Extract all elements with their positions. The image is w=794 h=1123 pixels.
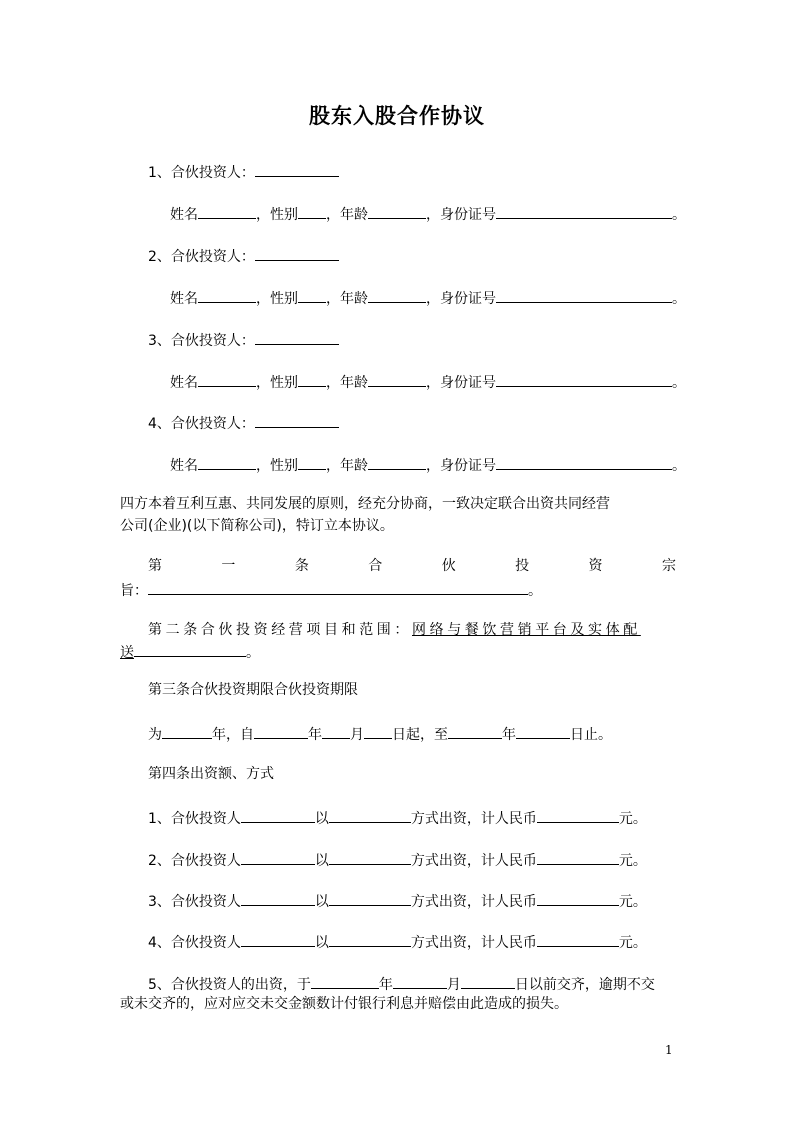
method-blank bbox=[329, 889, 411, 906]
term-years-blank bbox=[162, 722, 212, 739]
id-label: ，身份证号 bbox=[426, 458, 496, 474]
contributor-blank bbox=[241, 930, 315, 947]
contribution-2 bbox=[148, 848, 647, 871]
article-4-title: 第四条出资额、方式 bbox=[148, 766, 274, 782]
method-label: 方式出资，计人民币 bbox=[410, 811, 537, 827]
scope-blank bbox=[134, 640, 246, 657]
id-label: ，身份证号 bbox=[426, 207, 496, 223]
gender-label: ，性别 bbox=[256, 458, 298, 474]
article-3-title: 第三条合伙投资期限合伙投资期限 bbox=[148, 682, 358, 698]
contributor-blank bbox=[241, 889, 315, 906]
clause-5-line-1 bbox=[148, 972, 655, 995]
start-day-label: 日起，至 bbox=[392, 727, 448, 743]
yuan-label: 元。 bbox=[618, 811, 647, 827]
term-wei: 为 bbox=[148, 727, 162, 743]
article-2-prefix: 第二条合伙投资经营项目和范围： bbox=[148, 622, 412, 638]
end-day-blank bbox=[516, 722, 570, 739]
intro-line-2: 公司(企业)(以下简称公司)，特订立本协议。 bbox=[120, 518, 394, 534]
gender-label: ，性别 bbox=[256, 291, 298, 307]
article-1-char: 投 bbox=[515, 558, 530, 574]
id-label: ，身份证号 bbox=[426, 375, 496, 391]
clause-5-day-blank bbox=[461, 972, 515, 989]
gender-blank bbox=[298, 370, 326, 387]
document-title: 股东入股合作协议 bbox=[309, 104, 485, 128]
term-end-label: 日止。 bbox=[570, 727, 612, 743]
id-blank bbox=[496, 370, 672, 387]
article-2-cont-line bbox=[120, 640, 260, 663]
contribution-4 bbox=[148, 930, 647, 953]
contribution-label: 3、合伙投资人 bbox=[148, 894, 241, 910]
yuan-label: 元。 bbox=[618, 935, 647, 951]
line-end: 。 bbox=[672, 375, 686, 391]
partner-2-label: 2、合伙投资人： bbox=[148, 249, 255, 265]
line-end: 。 bbox=[672, 458, 686, 474]
contribution-label: 1、合伙投资人 bbox=[148, 811, 241, 827]
clause-5-month: 月 bbox=[446, 977, 461, 993]
age-blank bbox=[368, 370, 426, 387]
id-blank bbox=[496, 453, 672, 470]
article-2-end: 。 bbox=[246, 645, 260, 661]
gender-label: ，性别 bbox=[256, 207, 298, 223]
page-number: 1 bbox=[665, 1043, 673, 1057]
clause-5-year: 年 bbox=[378, 977, 393, 993]
name-label: 姓名 bbox=[170, 458, 198, 474]
start-month-blank bbox=[322, 722, 350, 739]
partner-2-blank bbox=[255, 244, 339, 261]
article-1-char: 伙 bbox=[441, 558, 456, 574]
age-label: ，年龄 bbox=[326, 207, 368, 223]
amount-blank bbox=[537, 889, 619, 906]
name-label: 姓名 bbox=[170, 375, 198, 391]
article-2-line bbox=[148, 620, 641, 640]
gender-label: ，性别 bbox=[256, 375, 298, 391]
method-blank bbox=[329, 930, 411, 947]
partner-4-label: 4、合伙投资人： bbox=[148, 416, 255, 432]
clause-5-prefix: 5、合伙投资人的出资，于 bbox=[148, 977, 311, 993]
article-2-cont: 送 bbox=[120, 645, 134, 661]
start-day-blank bbox=[364, 722, 392, 739]
gender-blank bbox=[298, 286, 326, 303]
id-blank bbox=[496, 286, 672, 303]
contributor-blank bbox=[241, 848, 315, 865]
partner-4-blank bbox=[255, 411, 339, 428]
purpose-blank bbox=[148, 578, 528, 595]
start-year-label: 年 bbox=[308, 727, 322, 743]
partner-3-label: 3、合伙投资人： bbox=[148, 333, 255, 349]
term-year-label: 年，自 bbox=[212, 727, 254, 743]
article-1-end: 。 bbox=[528, 583, 542, 599]
amount-blank bbox=[537, 930, 619, 947]
contribution-label: 4、合伙投资人 bbox=[148, 935, 241, 951]
article-2-scope: 网络与餐饮营销平台及实体配 bbox=[412, 622, 641, 638]
contribution-label: 2、合伙投资人 bbox=[148, 853, 241, 869]
id-blank bbox=[496, 202, 672, 219]
name-label: 姓名 bbox=[170, 207, 198, 223]
name-blank bbox=[198, 202, 256, 219]
clause-5-year-blank bbox=[311, 972, 379, 989]
clause-5-month-blank bbox=[393, 972, 447, 989]
partner-1-label: 1、合伙投资人： bbox=[148, 165, 255, 181]
line-end: 。 bbox=[672, 291, 686, 307]
name-blank bbox=[198, 370, 256, 387]
partner-1-details bbox=[170, 202, 686, 225]
partner-2-details bbox=[170, 286, 686, 309]
age-label: ，年龄 bbox=[326, 291, 368, 307]
article-1-char: 资 bbox=[588, 558, 603, 574]
id-label: ，身份证号 bbox=[426, 291, 496, 307]
article-1-char: 宗 bbox=[661, 558, 676, 574]
age-blank bbox=[368, 286, 426, 303]
method-label: 方式出资，计人民币 bbox=[410, 853, 537, 869]
amount-blank bbox=[537, 848, 619, 865]
article-1-heading bbox=[148, 556, 676, 576]
partner-3-blank bbox=[255, 328, 339, 345]
start-year-blank bbox=[254, 722, 308, 739]
yuan-label: 元。 bbox=[618, 894, 647, 910]
partner-2-line bbox=[148, 244, 339, 267]
method-label: 方式出资，计人民币 bbox=[410, 935, 537, 951]
gender-blank bbox=[298, 202, 326, 219]
partner-3-line bbox=[148, 328, 339, 351]
line-end: 。 bbox=[672, 207, 686, 223]
clause-5-rest: 日以前交齐，逾期不交 bbox=[514, 977, 655, 993]
amount-blank bbox=[537, 806, 619, 823]
gender-blank bbox=[298, 453, 326, 470]
yi-label: 以 bbox=[314, 894, 329, 910]
article-1-char: 合 bbox=[368, 558, 383, 574]
yi-label: 以 bbox=[314, 853, 329, 869]
method-label: 方式出资，计人民币 bbox=[410, 894, 537, 910]
partner-4-details bbox=[170, 453, 686, 476]
name-blank bbox=[198, 286, 256, 303]
partner-1-blank bbox=[255, 160, 339, 177]
method-blank bbox=[329, 806, 411, 823]
intro-line-1: 四方本着互利互惠、共同发展的原则，经充分协商，一致决定联合出资共同经营 bbox=[120, 496, 610, 512]
name-label: 姓名 bbox=[170, 291, 198, 307]
yi-label: 以 bbox=[314, 935, 329, 951]
term-line bbox=[148, 722, 612, 745]
age-blank bbox=[368, 453, 426, 470]
end-year-label: 年 bbox=[502, 727, 516, 743]
yi-label: 以 bbox=[314, 811, 329, 827]
clause-5-line-2: 或未交齐的，应对应交未交金额数计付银行利息并赔偿由此造成的损失。 bbox=[120, 996, 568, 1012]
start-month-label: 月 bbox=[350, 727, 364, 743]
age-label: ，年龄 bbox=[326, 458, 368, 474]
article-1-char: 第 bbox=[148, 558, 162, 574]
article-1-tail: 旨： bbox=[120, 583, 148, 599]
partner-3-details bbox=[170, 370, 686, 393]
age-label: ，年龄 bbox=[326, 375, 368, 391]
end-year-blank bbox=[448, 722, 502, 739]
age-blank bbox=[368, 202, 426, 219]
article-1-char: 条 bbox=[294, 558, 309, 574]
article-1-char: 一 bbox=[221, 558, 236, 574]
yuan-label: 元。 bbox=[618, 853, 647, 869]
contribution-3 bbox=[148, 889, 647, 912]
partner-4-line bbox=[148, 411, 339, 434]
method-blank bbox=[329, 848, 411, 865]
name-blank bbox=[198, 453, 256, 470]
contribution-1 bbox=[148, 806, 647, 829]
contributor-blank bbox=[241, 806, 315, 823]
partner-1-line bbox=[148, 160, 339, 183]
article-1-purpose bbox=[120, 578, 542, 601]
